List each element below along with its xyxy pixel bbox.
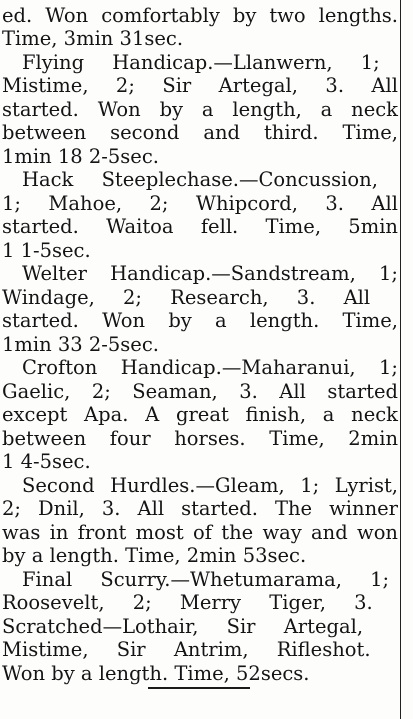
text-line-content: started. Won by a length, a neck — [2, 98, 398, 121]
text-line-content: Gaelic, 2; Seaman, 3. All started — [2, 380, 398, 403]
text-line-content: Windage, 2; Research, 3. All — [2, 286, 371, 309]
text-line-content: Mistime, Sir Antrim, Rifleshot. — [2, 638, 371, 661]
text-line-content: Won by a length. Time, 52secs. — [2, 662, 310, 685]
text-line-content: by a length. Time, 2min 53sec. — [2, 544, 307, 567]
text-line-content: ed. Won comfortably by two lengths. — [2, 4, 398, 27]
text-line-content: 1; Mahoe, 2; Whipcord, 3. All — [2, 192, 398, 215]
text-line-content: except Apa. A great finish, a neck — [2, 403, 398, 426]
text-line-content: 1min 18 2-5sec. — [2, 145, 159, 168]
text-line-content: between second and third. Time, — [2, 121, 398, 144]
text-line-content: 2; Dnil, 3. All started. The winner — [2, 497, 398, 520]
text-line-content: Final Scurry.—Whetumarama, 1; — [22, 568, 390, 591]
text-line-content: Mistime, 2; Sir Artegal, 3. All — [2, 74, 398, 97]
text-line-content: Second Hurdles.—Gleam, 1; Lyrist, — [22, 474, 398, 497]
text-line-content: started. Waitoa fell. Time, 5min — [2, 215, 398, 238]
text-line-content: Hack Steeplechase.—Concussion, — [22, 168, 378, 191]
text-line-content: was in front most of the way and won — [2, 521, 398, 544]
text-line-content: 1 4-5sec. — [2, 450, 91, 473]
text-line-content: between four horses. Time, 2min — [2, 427, 398, 450]
text-line-content: Time, 3min 31sec. — [2, 27, 184, 50]
text-line-content: Flying Handicap.—Llanwern, 1; — [22, 51, 380, 74]
text-line-content: Roosevelt, 2; Merry Tiger, 3. — [2, 591, 373, 614]
text-line-content: 1 1-5sec. — [2, 239, 91, 262]
text-line-content: Scratched—Lothair, Sir Artegal, — [2, 615, 364, 638]
text-line-content: started. Won by a length. Time, — [2, 309, 398, 332]
section-end-rule — [148, 687, 250, 689]
text-line-content: Crofton Handicap.—Maharanui, 1; — [22, 356, 398, 379]
text-line-content: Welter Handicap.—Sandstream, 1; — [22, 262, 398, 285]
column-divider — [400, 0, 401, 719]
text-line — [2, 660, 402, 688]
text-line-content: 1min 33 2-5sec. — [2, 333, 159, 356]
